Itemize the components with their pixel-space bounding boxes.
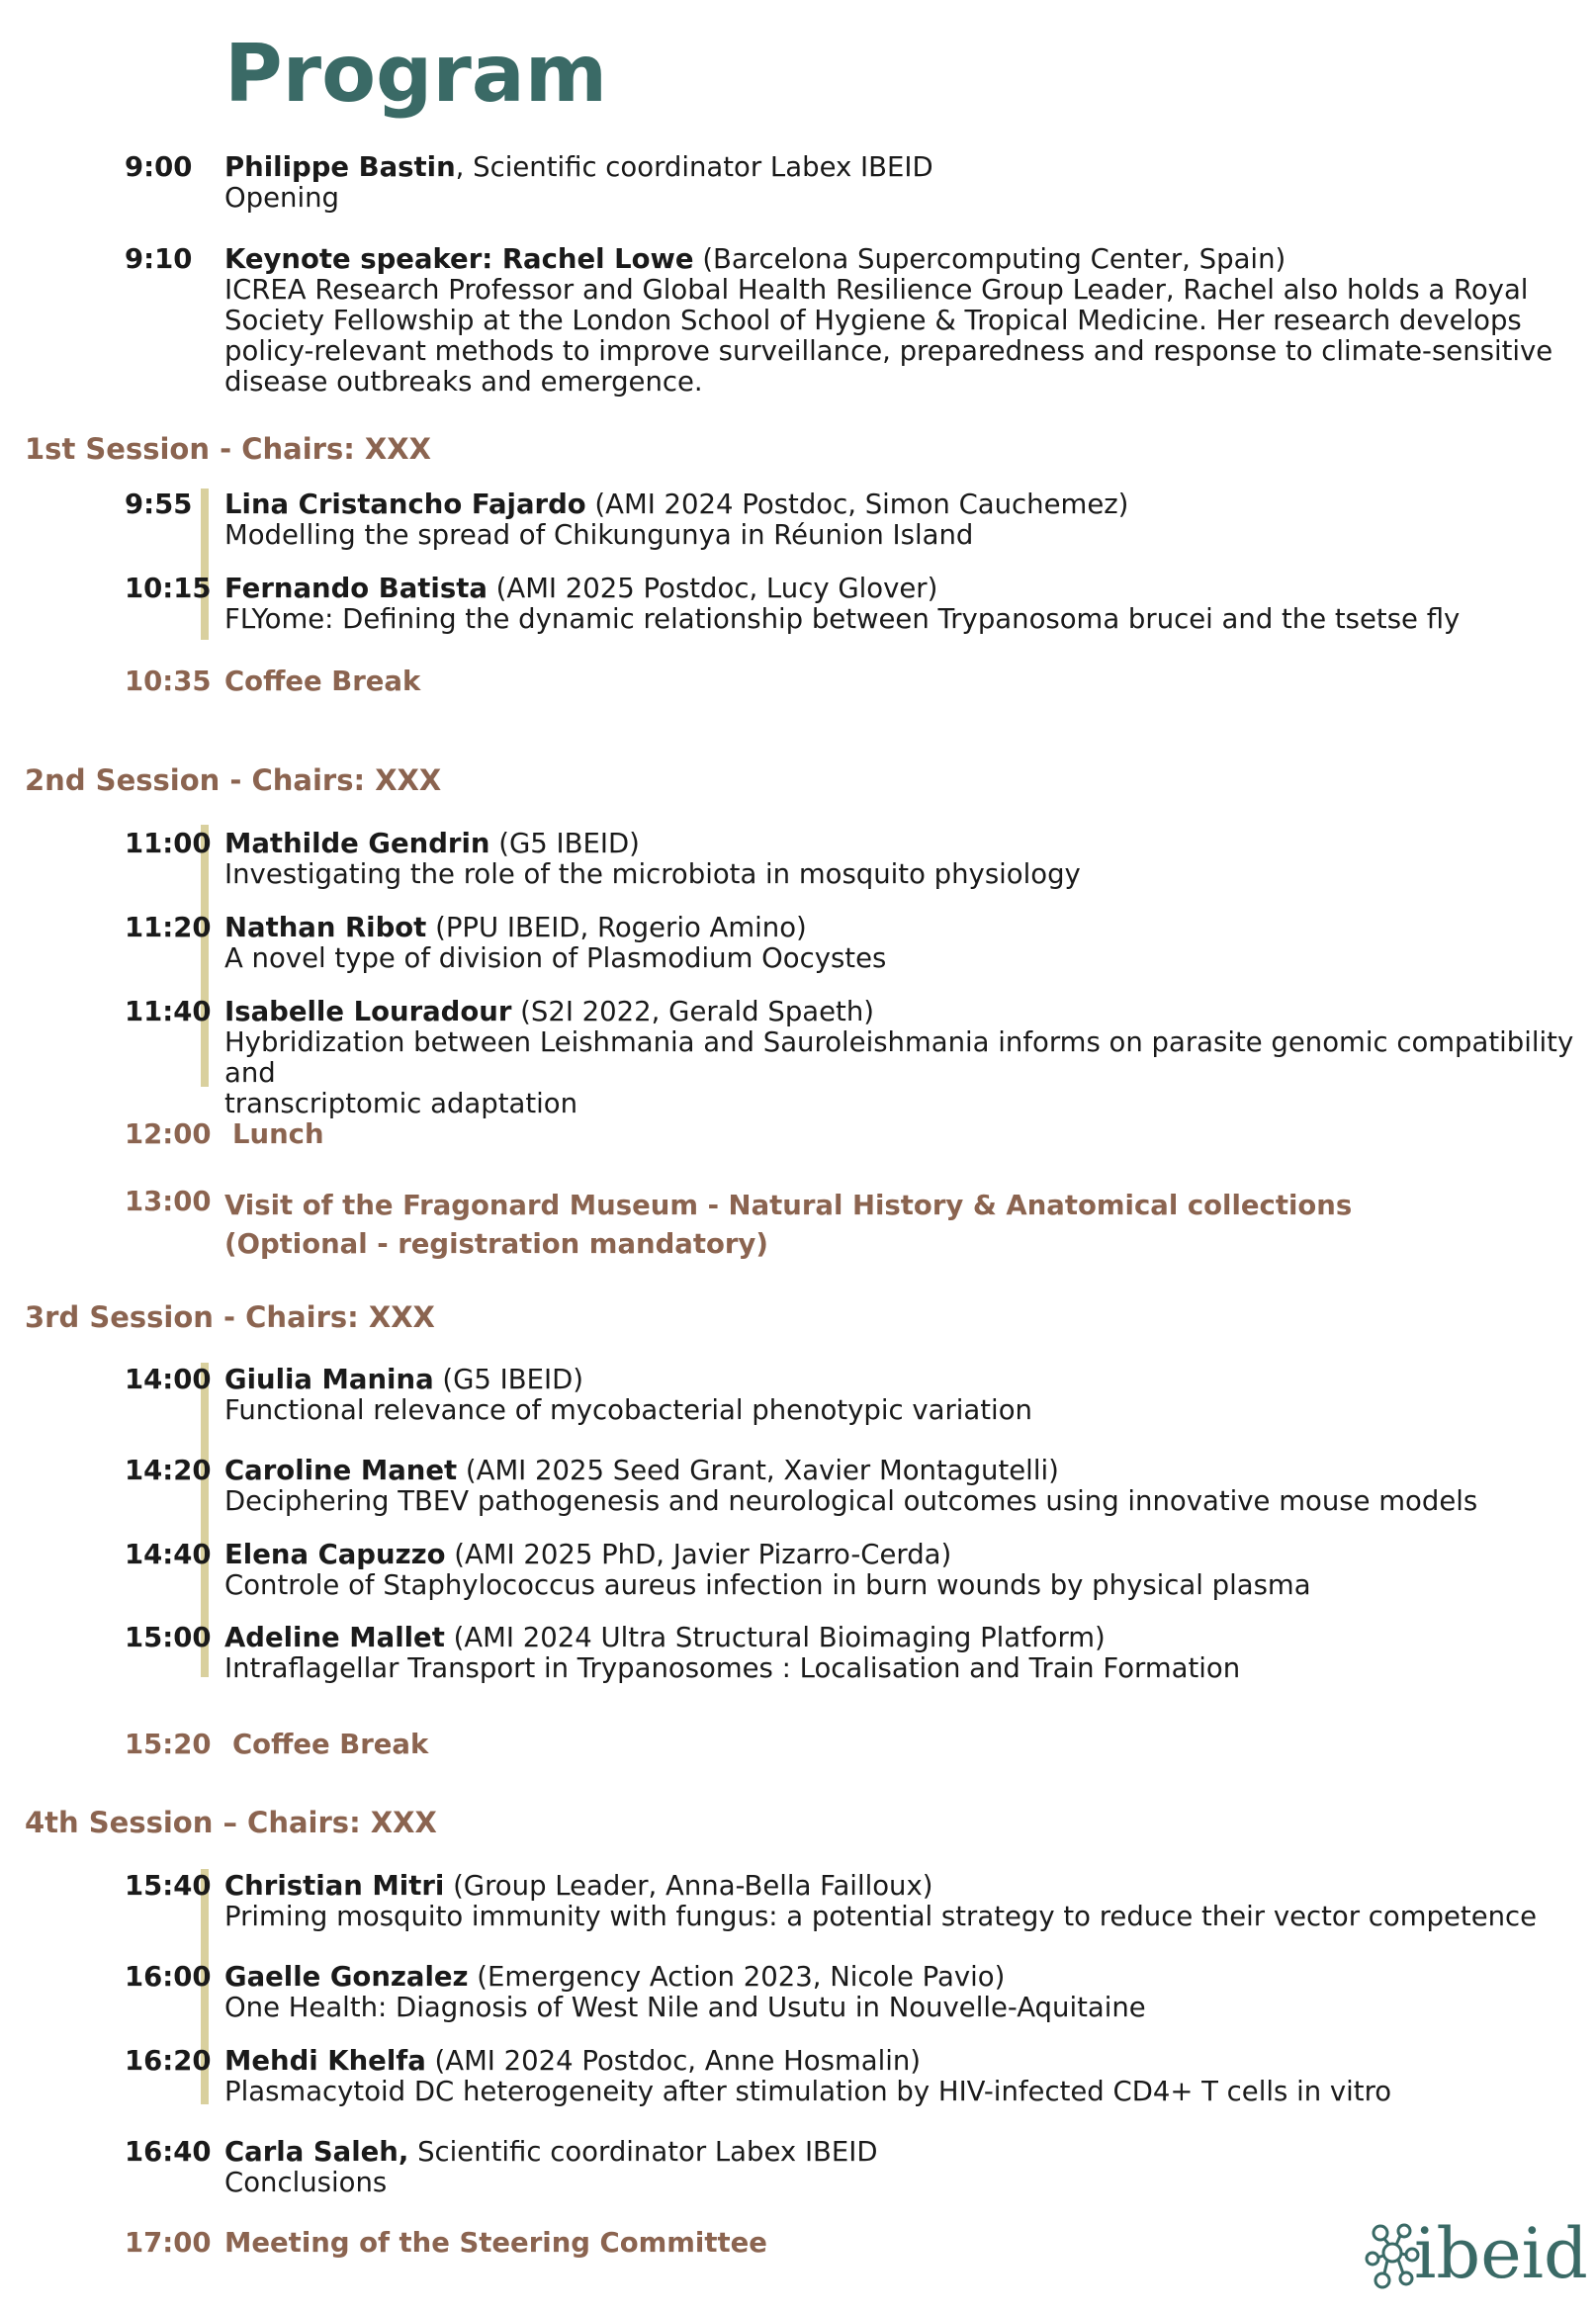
time: 14:20 (125, 1455, 212, 1486)
time: 14:40 (125, 1539, 212, 1570)
talk-title: transcriptomic adaptation (224, 1088, 578, 1119)
break-label: Lunch (232, 1118, 324, 1150)
affiliation: (AMI 2024 Ultra Structural Bioimaging Platform) (444, 1622, 1106, 1653)
talk-title: Investigating the role of the microbiota in mosquito physiology (224, 858, 1081, 890)
talk-title: Modelling the spread of Chikungunya in Réunion Island (224, 519, 974, 551)
affiliation: (AMI 2024 Postdoc, Simon Cauchemez) (585, 489, 1129, 520)
talk-title: Intraflagellar Transport in Trypanosomes : Localisation and Train Formation (224, 1652, 1241, 1684)
session-header: 4th Session – Chairs: XXX (25, 1806, 437, 1839)
speaker-name: Nathan Ribot (224, 912, 427, 943)
affiliation: (PPU IBEID, Rogerio Amino) (426, 912, 807, 943)
affiliation: (G5 IBEID) (489, 828, 640, 859)
talk-title: Plasmacytoid DC heterogeneity after stimulation by HIV-infected CD4+ T cells in vitro (224, 2076, 1392, 2107)
bio-line: ICREA Research Professor and Global Health Resilience Group Leader, Rachel also holds a Royal (224, 274, 1529, 306)
affiliation: (S2I 2022, Gerald Spaeth) (511, 996, 874, 1027)
session-header: 1st Session - Chairs: XXX (25, 432, 431, 466)
bio-line: disease outbreaks and emergence. (224, 366, 703, 398)
speaker-name: Giulia Manina (224, 1364, 434, 1395)
meeting-label: Meeting of the Steering Committee (224, 2227, 767, 2259)
time: 11:40 (125, 996, 212, 1027)
talk-title: Controle of Staphylococcus aureus infection in burn wounds by physical plasma (224, 1569, 1311, 1601)
logo-text: ibeid (1414, 2213, 1588, 2294)
talk-title: Deciphering TBEV pathogenesis and neurological outcomes using innovative mouse models (224, 1485, 1478, 1517)
time: 14:00 (125, 1364, 212, 1395)
bio-line: policy-relevant methods to improve surveillance, preparedness and response to climate-sensitive (224, 335, 1553, 367)
time: 11:20 (125, 912, 212, 943)
page-title: Program (224, 28, 608, 120)
time: 16:20 (125, 2045, 212, 2077)
affiliation: (Barcelona Supercomputing Center, Spain) (693, 243, 1286, 275)
speaker-name: Christian Mitri (224, 1870, 445, 1902)
time: 12:00 (125, 1118, 212, 1150)
time: 15:00 (125, 1622, 212, 1653)
time: 9:55 (125, 489, 193, 520)
time: 16:00 (125, 1961, 212, 1993)
time: 10:15 (125, 573, 212, 604)
talk-title: Hybridization between Leishmania and Sauroleishmania informs on parasite genomic compatibility and (224, 1026, 1574, 1089)
speaker-name: Isabelle Louradour (224, 996, 512, 1027)
time: 11:00 (125, 828, 212, 859)
break-label: Coffee Break (232, 1729, 429, 1760)
visit-note: (Optional - registration mandatory) (224, 1228, 768, 1260)
time: 10:35 (125, 666, 212, 697)
time: 17:00 (125, 2227, 212, 2259)
talk-title: A novel type of division of Plasmodium Oocystes (224, 942, 887, 974)
speaker-name: Carla Saleh, (224, 2136, 409, 2168)
break-label: Coffee Break (224, 666, 421, 697)
affiliation: Scientific coordinator Labex IBEID (408, 2136, 878, 2168)
ibeid-logo (1363, 2213, 1588, 2298)
session-bar (201, 489, 209, 640)
time: 13:00 (125, 1186, 212, 1217)
speaker-name: Keynote speaker: Rachel Lowe (224, 243, 694, 275)
talk-title: Opening (224, 182, 339, 214)
talk-title: One Health: Diagnosis of West Nile and Usutu in Nouvelle-Aquitaine (224, 1992, 1146, 2023)
affiliation: (G5 IBEID) (433, 1364, 584, 1395)
speaker-name: Mathilde Gendrin (224, 828, 490, 859)
affiliation: (AMI 2025 PhD, Javier Pizarro-Cerda) (445, 1539, 952, 1570)
session-header: 3rd Session - Chairs: XXX (25, 1300, 435, 1334)
speaker-name: Fernando Batista (224, 573, 488, 604)
affiliation: (Emergency Action 2023, Nicole Pavio) (468, 1961, 1006, 1993)
session-bar (201, 825, 209, 1087)
affiliation: (Group Leader, Anna-Bella Failloux) (444, 1870, 933, 1902)
speaker-name: Caroline Manet (224, 1455, 458, 1486)
talk-title: Conclusions (224, 2167, 388, 2198)
talk-title: FLYome: Defining the dynamic relationship between Trypanosoma brucei and the tsetse fly (224, 603, 1461, 635)
talk-title: Functional relevance of mycobacterial phenotypic variation (224, 1394, 1032, 1426)
speaker-name: Gaelle Gonzalez (224, 1961, 469, 1993)
time: 9:00 (125, 151, 193, 183)
affiliation: , Scientific coordinator Labex IBEID (455, 151, 933, 183)
visit-label: Visit of the Fragonard Museum - Natural History & Anatomical collections (224, 1190, 1353, 1221)
speaker-name: Lina Cristancho Fajardo (224, 489, 586, 520)
talk-title: Priming mosquito immunity with fungus: a potential strategy to reduce their vector competence (224, 1901, 1538, 1932)
affiliation: (AMI 2025 Postdoc, Lucy Glover) (487, 573, 938, 604)
speaker-name: Mehdi Khelfa (224, 2045, 426, 2077)
affiliation: (AMI 2025 Seed Grant, Xavier Montagutelli) (457, 1455, 1059, 1486)
time: 16:40 (125, 2136, 212, 2168)
time: 9:10 (125, 243, 193, 275)
bio-line: Society Fellowship at the London School of Hygiene & Tropical Medicine. Her research develops (224, 305, 1522, 336)
time: 15:20 (125, 1729, 212, 1760)
affiliation: (AMI 2024 Postdoc, Anne Hosmalin) (425, 2045, 922, 2077)
speaker-name: Adeline Mallet (224, 1622, 445, 1653)
speaker-name: Elena Capuzzo (224, 1539, 446, 1570)
speaker-name: Philippe Bastin (224, 151, 456, 183)
time: 15:40 (125, 1870, 212, 1902)
session-header: 2nd Session - Chairs: XXX (25, 763, 442, 797)
